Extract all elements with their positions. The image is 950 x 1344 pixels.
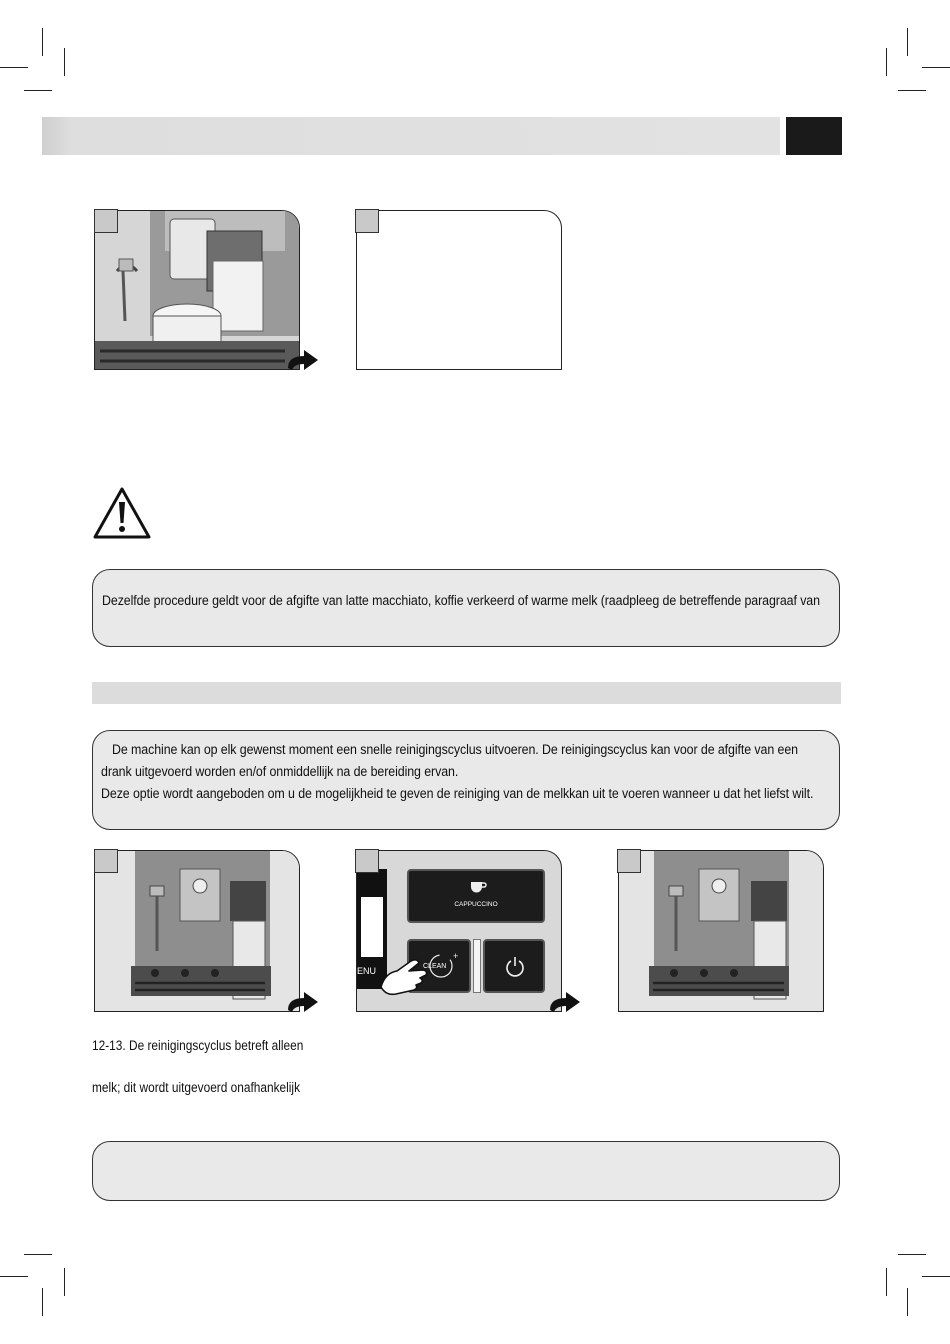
cleaning-intro-line: De machine kan op elk gewenst moment een snelle reinigingscyclus uitvoeren. De reinigingscyclus kan voor de afgifte van een: [112, 742, 798, 757]
power-icon: [505, 955, 525, 977]
page-number-block: [786, 117, 842, 155]
crop-mark: [42, 1288, 43, 1316]
figure-control-panel: [356, 850, 562, 1012]
crop-mark: [886, 1268, 887, 1296]
cleaning-intro-line: Deze optie wordt aangeboden om u de mogelijkheid te geven de reiniging van de melkkan uit te voeren wanneer u dat het liefst wilt.: [101, 786, 814, 801]
figure-number-box: [94, 849, 118, 873]
svg-text:+: +: [453, 951, 459, 961]
figure-milk-jug-insert: [94, 210, 300, 370]
figure-machine-front: [94, 850, 300, 1012]
next-arrow-icon: [286, 348, 320, 370]
cappuccino-button[interactable]: [407, 869, 545, 923]
machine-illustration: [95, 851, 299, 1011]
notice-box: [92, 569, 840, 647]
figure-empty-panel: [356, 210, 562, 370]
figure-number-box: [355, 209, 379, 233]
figure-number-box: [355, 849, 379, 873]
crop-mark: [898, 1254, 926, 1255]
figure-number-box: [617, 849, 641, 873]
caption-line: 12-13. De reinigingscyclus betreft alleen: [92, 1038, 304, 1053]
header-bar: [42, 117, 780, 155]
next-arrow-icon: [548, 990, 582, 1012]
crop-mark: [898, 90, 926, 91]
crop-mark: [0, 67, 28, 68]
power-button[interactable]: [483, 939, 545, 993]
section-heading-bar: [92, 682, 841, 704]
next-arrow-icon: [286, 990, 320, 1012]
crop-mark: [0, 1276, 28, 1277]
crop-mark: [907, 1288, 908, 1316]
clean-label: CLEAN: [423, 963, 447, 970]
cup-icon: [469, 879, 487, 893]
pointing-hand-icon: [377, 947, 449, 997]
crop-mark: [922, 1276, 950, 1277]
crop-mark: [64, 48, 65, 76]
machine-illustration: [95, 211, 299, 369]
machine-illustration: [619, 851, 823, 1011]
warning-icon: [92, 486, 152, 540]
crop-mark: [24, 1254, 52, 1255]
figure-number-box: [94, 209, 118, 233]
crop-mark: [42, 28, 43, 56]
crop-mark: [907, 28, 908, 56]
crop-mark: [24, 90, 52, 91]
cleaning-intro-box: [92, 730, 840, 830]
crop-mark: [886, 48, 887, 76]
bottom-note-box: [92, 1141, 840, 1201]
crop-mark: [922, 67, 950, 68]
caption-line: melk; dit wordt uitgevoerd onafhankelijk: [92, 1080, 301, 1095]
figure-machine-cleaning: [618, 850, 824, 1012]
cappuccino-label: CAPPUCCINO: [454, 901, 498, 908]
crop-mark: [64, 1268, 65, 1296]
notice-text: Dezelfde procedure geldt voor de afgifte van latte macchiato, koffie verkeerd of warme melk (raadpleeg de betreffende paragraaf van: [102, 593, 820, 608]
cleaning-intro-line: drank uitgevoerd worden en/of onmiddellijk na de bereiding ervan.: [101, 764, 459, 779]
menu-label: ENU: [357, 966, 377, 976]
button-divider: [473, 939, 481, 993]
